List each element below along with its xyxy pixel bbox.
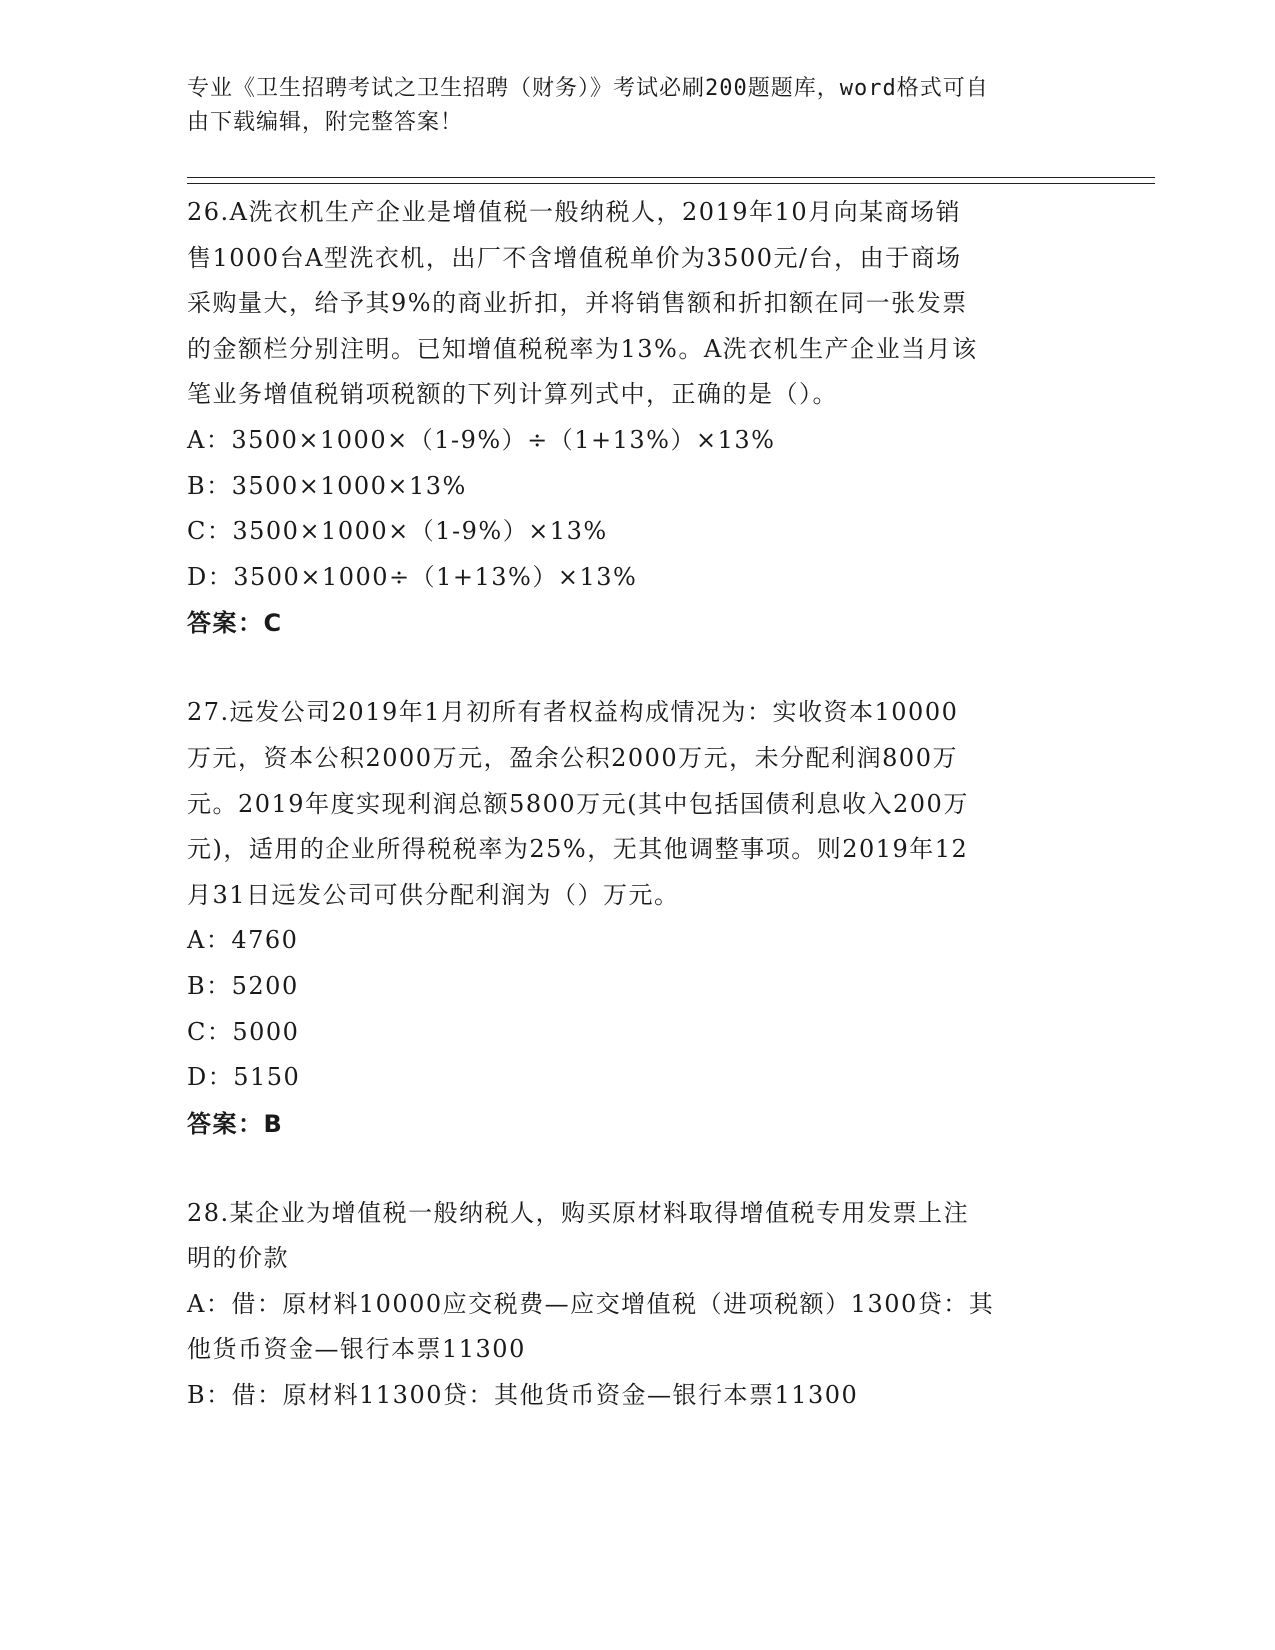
question-text — [187, 690, 1087, 918]
document-header — [187, 72, 1067, 140]
option-b: B：5200 — [187, 971, 299, 1000]
answer-text: 答案：C — [187, 609, 283, 638]
option-c: C：5000 — [187, 1017, 300, 1046]
question-item — [187, 1191, 1087, 1419]
question-line: 月31日远发公司可供分配利润为（）万元。 — [187, 880, 680, 909]
question-line: 27.远发公司2019年1月初所有者权益构成情况为：实收资本10000 — [187, 698, 959, 727]
option-b: B：3500×1000×13% — [187, 471, 467, 500]
header-divider — [187, 183, 1155, 184]
question-line: 的金额栏分别注明。已知增值税税率为13%。A洗衣机生产企业当月该 — [187, 334, 978, 363]
header-divider — [187, 177, 1155, 178]
question-line: 售1000台A型洗衣机，出厂不含增值税单价为3500元/台，由于商场 — [187, 243, 962, 272]
option-a-continued: 他货币资金—银行本票11300 — [187, 1335, 526, 1364]
question-line: 万元，资本公积2000万元，盈余公积2000万元，未分配利润800万 — [187, 743, 958, 772]
question-line: 26.A洗衣机生产企业是增值税一般纳税人，2019年10月向某商场销 — [187, 198, 962, 226]
question-item — [187, 690, 1087, 1146]
question-line: 元。2019年度实现利润总额5800万元(其中包括国债利息收入200万 — [187, 789, 969, 818]
option-a: A：借：原材料10000应交税费—应交增值税（进项税额）1300贷：其 — [187, 1289, 995, 1318]
option-a: A：4760 — [187, 926, 299, 955]
question-line: 明的价款 — [187, 1244, 289, 1273]
option-c: C：3500×1000×（1-9%）×13% — [187, 517, 608, 546]
question-line: 笔业务增值税销项税额的下列计算列式中，正确的是（）。 — [187, 380, 838, 409]
question-line: 采购量大，给予其9%的商业折扣，并将销售额和折扣额在同一张发票 — [187, 289, 968, 318]
option-a: A：3500×1000×（1-9%）÷（1+13%）×13% — [187, 425, 776, 454]
question-line: 28.某企业为增值税一般纳税人，购买原材料取得增值税专用发票上注 — [187, 1198, 970, 1227]
option-d: D：5150 — [187, 1063, 301, 1092]
question-line: 元)，适用的企业所得税税率为25%，无其他调整事项。则2019年12 — [187, 835, 969, 864]
header-line: 由下载编辑，附完整答案！ — [187, 110, 464, 135]
question-item — [187, 190, 1087, 646]
question-list — [187, 190, 1087, 1419]
option-b: B：借：原材料11300贷：其他货币资金—银行本票11300 — [187, 1381, 859, 1410]
option-d: D：3500×1000÷（1+13%）×13% — [187, 562, 638, 591]
question-text — [187, 1191, 1087, 1282]
answer-text: 答案：B — [187, 1109, 284, 1138]
header-line: 专业《卫生招聘考试之卫生招聘（财务）》考试必刷200题题库，word格式可自 — [187, 76, 989, 101]
question-text — [187, 190, 1087, 418]
